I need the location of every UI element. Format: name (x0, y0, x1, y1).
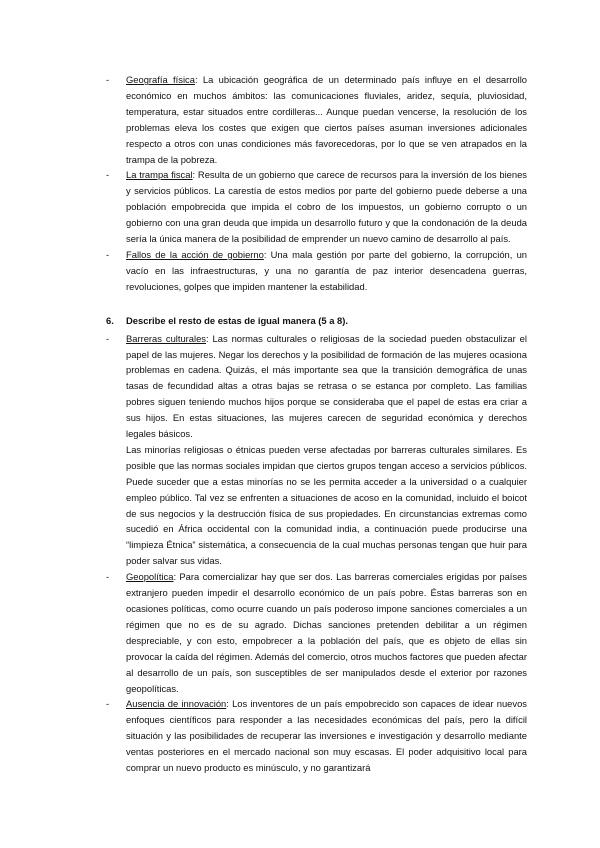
bullet-dash: - (106, 571, 110, 583)
question-number: 6. (106, 314, 114, 326)
term-ausencia-innovacion: Ausencia de innovación (126, 698, 227, 710)
bullet-dash: - (106, 332, 110, 344)
list-item-ausencia-innovacion (106, 696, 527, 776)
list-item-trampa-fiscal (106, 167, 527, 247)
paragraph-minorias: Las minorías religiosas o étnicas pueden verse afectadas por barreras culturales similares. Es posible que las normas sociales impidan que ciertos grupos tengan acceso a servicios públicos. Puede suceder que a estas minorías no se les permita acceder a la universidad o a cualquier empleo público. Tal vez se enfrenten a situaciones de acoso en la comunidad, incluido el boicot de sus negocios y la destrucción física de sus propiedades. En circunstancias extremas como sucedió en África occidental con la comunidad india, a continuación puede producirse una “limpieza Étnica” sistemática, a consecuencia de la cual muchas personas tengan que huir para poder salvar sus vidas. (126, 443, 527, 567)
item-text: : Resulta de un gobierno que carece de recursos para la inversión de los bienes y servicios públicos. La carestía de estos medios por parte del gobierno puede deberse a una población empobrecida que impida el cobro de los impuestos, un gobierno corrupto o un gobierno con una gran deuda que impida un desarrollo futuro y que la condonación de la deuda sería la única manera de la posibilidad de emprender un nuevo camino de desarrollo al país. (126, 169, 527, 245)
item-text: : Una mala gestión por parte del gobierno, la corrupción, un vacío en las infraestructuras, y una no garantía de paz interior desencadena guerras, revoluciones, golpes que impiden mantener la estabilidad. (126, 248, 527, 292)
item-text: : La ubicación geográfica de un determinado país influye en el desarrollo económico en muchos ámbitos: las comunicaciones fluviales, aridez, sequía, pluviosidad, temperatura, estar situados entre cordilleras... Aunque puedan vencerse, la resolución de los problemas eleva los costes que exigen que ciertos países asuman inversiones adicionales respecto a otros con unas condiciones más favorecedoras, por lo que se ven atrapados en la trampa de la pobreza. (126, 74, 527, 165)
item-text: : Las normas culturales o religiosas de la sociedad pueden obstaculizar el papel de las mujeres. Negar los derechos y la posibilidad de formación de las mujeres ocasiona problemas en cadena. Quizás, el más importante sea que la transición demográfica de unas tasas de fecundidad altas a otras bajas se retrasa o se estanca por completo. Las familias pobres siguen teniendo muchos hijos porque se consideraba que el papel de estas era criar a sus hijos. En estas situaciones, las mujeres carecen de seguridad económica y derechos legales básicos. (126, 332, 527, 440)
document-body (106, 72, 527, 776)
question-text: Describe el resto de estas de igual manera (5 a 8). (126, 314, 348, 326)
item-text: : Para comercializar hay que ser dos. Las barreras comerciales erigidas por países extranjero pueden impedir el desarrollo económico de un país pobre. Éstas barreras son en ocasiones políticas, como ocurre cuando un país poderoso impone sanciones comerciales a un régimen que no es de su agrado. Dichas sanciones pretenden debilitar a un régimen despreciable, y con esto, empobrecer a la población del país, que es objeto de ellas sin provocar la caída del régimen. Además del comercio, otros muchos factores que pueden afectar al desarrollo de un país, son susceptibles de ser manipulados desde el exterior por razones geopolíticas. (126, 571, 527, 694)
term-trampa-fiscal: La trampa fiscal (126, 169, 193, 181)
term-fallos-gobierno: Fallos de la acción de gobierno (126, 248, 264, 260)
bullet-dash: - (106, 248, 110, 260)
bullet-dash: - (106, 698, 110, 710)
item-text: : Los inventores de un país empobrecido son capaces de idear nuevos enfoques científicos para responder a las necesidades económicas del país, pero la difícil situación y las posibilidades de recuperar las inversiones e investigación y desarrollo mediante ventas posteriores en el mercado nacional son muy escasas. El poder adquisitivo local para comprar un nuevo producto es minúsculo, y no garantizará (126, 698, 527, 774)
list-item-geopolitica (106, 569, 527, 696)
term-geopolitica: Geopolítica (126, 571, 174, 583)
term-geografia-fisica: Geografía física (126, 74, 195, 85)
question-heading (106, 313, 527, 329)
bullet-dash: - (106, 169, 110, 181)
term-barreras-culturales: Barreras culturales (126, 332, 206, 344)
list-item-barreras-culturales (106, 331, 527, 442)
bullet-dash: - (106, 74, 110, 85)
list-item-geografia-fisica (106, 72, 527, 167)
list-item-fallos-gobierno (106, 247, 527, 295)
